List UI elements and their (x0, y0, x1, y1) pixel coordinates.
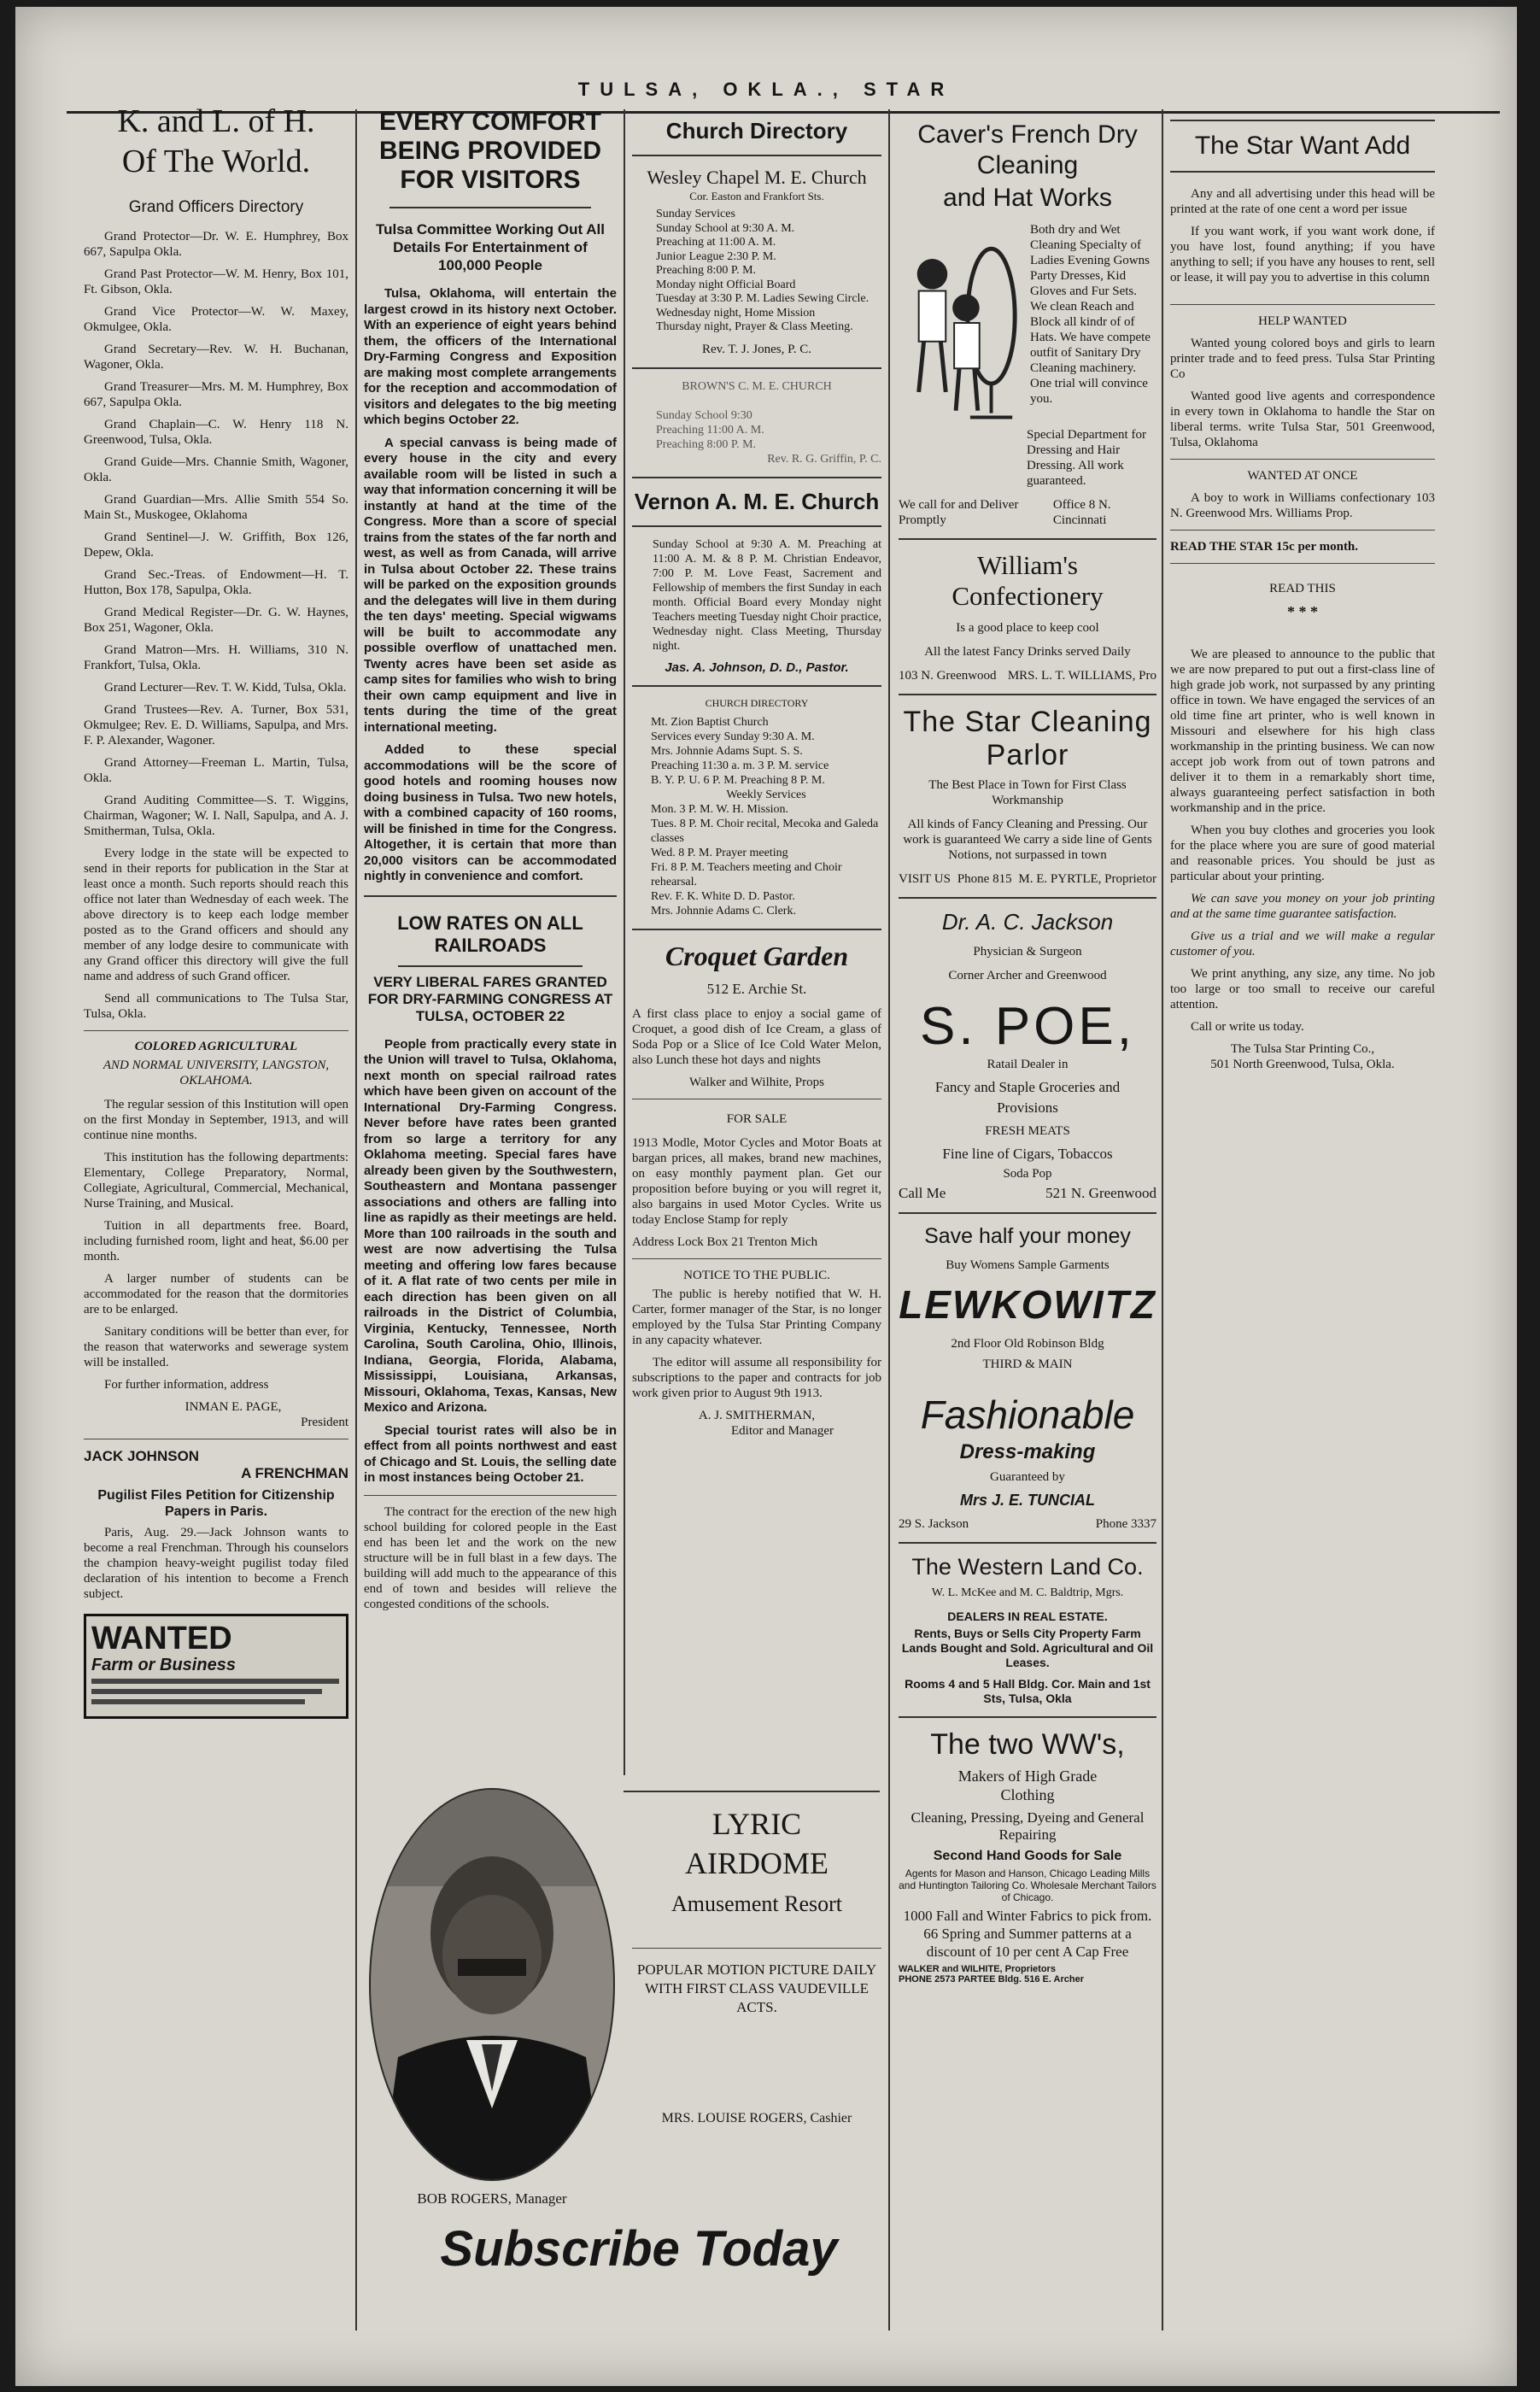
zion-schedule (632, 715, 881, 918)
university-paragraph: The regular session of this Institution will open on the first Monday in September, 1913, and will continue nine months. (84, 1098, 348, 1142)
wesley-schedule (632, 208, 881, 335)
list-item: Grand Trustees—Rev. A. Turner, Box 531, Okmulgee; Rev. E. D. Williams, Sapulpa, and Mrs. F. P. Alexander, Wagoner. (84, 703, 348, 748)
university-paragraph: Sanitary conditions will be better than ever, for the reason that waterworks and sewerage system will be installed. (84, 1325, 348, 1369)
fashionable-phone: Phone 3337 (1095, 1517, 1156, 1531)
two-ww-line-4: Agents for Mason and Hanson, Chicago Leading Mills and Huntington Tailoring Co. Wholesale Merchant Tailors of Chicago. (899, 1867, 1156, 1903)
wesley-heading: Wesley Chapel M. E. Church (647, 167, 867, 188)
church-directory-heading: Church Directory (665, 118, 848, 144)
list-item: Sunday School at 9:30 A. M. (656, 221, 795, 235)
visitors-subhead: Tulsa Committee Working Out All Details For Entertainment of 100,000 People (376, 221, 605, 273)
column-rule (888, 109, 890, 2330)
university-heading: COLORED AGRICULTURAL (134, 1040, 298, 1053)
wanted-once-heading: WANTED AT ONCE (1247, 469, 1358, 483)
list-item: Mon. 3 P. M. W. H. Mission. (651, 802, 789, 816)
ad-fine-print-graphic (91, 1675, 339, 1711)
column-churches (632, 118, 881, 1439)
want-add-body-2: If you want work, if you want work done, if you have lost, found anything; if you have anything to sell; if you have any houses to rent, sell or lease, it will pay you to advertise in this column (1170, 225, 1435, 284)
list-item: Grand Past Protector—W. M. Henry, Box 101, Ft. Gibson, Okla. (84, 267, 348, 296)
two-ww-line-5: 1000 Fall and Winter Fabrics to pick from. 66 Spring and Summer patterns at a discount of 10 per cent A Cap Free (903, 1908, 1152, 1960)
read-this-paragraph: We are pleased to announce to the public that we are now prepared to put out a first-class line of high grade job work, not surpassed by any printing office in town. We have engaged the services of an old time fine art printer, who is well known in Missouri and elsewhere for his high class workmanship in the printing business. We can now accept job work from out of town patrons and deliver it to them in a remarkably short time, always guaranteeing perfect satisfaction in both workmanship and in the price. (1170, 648, 1435, 815)
list-item: Wed. 8 P. M. Prayer meeting (651, 846, 788, 859)
star-cleaning-heading: The Star Cleaning Parlor (903, 706, 1152, 771)
poe-line-2: Fancy and Staple Groceries and Provisions (934, 1079, 1121, 1116)
wanted-ad-title: WANTED (91, 1621, 232, 1656)
list-item: Wednesday night, Home Mission (656, 306, 816, 320)
caver-illustration (899, 222, 1025, 427)
newspaper-page (15, 7, 1517, 2386)
lyric-cashier: MRS. LOUISE ROGERS, Cashier (661, 2111, 852, 2125)
visitors-paragraph: Added to these special accommodations will be the score of good hotels and rooming houses now doing business in Tulsa. Two new hotels, with a combined capacity of 160 rooms, will be finished in time for the Congress. Altogether, it is certain that more than 20,000 visitors can be accommodated nightly in convenience and comfort. (364, 742, 617, 883)
star-cleaning-visit: VISIT US (899, 872, 951, 886)
read-star-subscription: READ THE STAR 15c per month. (1170, 540, 1359, 554)
school-paragraph: The contract for the erection of the new high school building for colored people in the East end has been let and the work on the new structure will be in full blast in a few days. The building will add much to the appearance of this end of town and besides will relieve the congested conditions of the schools. (364, 1504, 617, 1611)
list-item: Preaching 11:00 A. M. (656, 423, 764, 437)
lodge-notice: Every lodge in the state will be expected to send in their reports for publication in the Star at least once a month. Such reports should reach this office not later than Wednesday of each week. The above directory is to keep each lodge member posted as to the Grand officers and should any member of any lodge desire to communicate with any Grand officer this directory will give the full name and address of such Grand officer. (84, 847, 348, 983)
sale-address: Address Lock Box 21 Trenton Mich (632, 1234, 818, 1249)
johnson-subheading: Pugilist Files Petition for Citizenship Papers in Paris. (97, 1488, 335, 1519)
list-item: Grand Sec.-Treas. of Endowment—H. T. Hutton, Box 178, Sapulpa, Okla. (84, 568, 348, 597)
notice-signature-title: Editor and Manager (731, 1423, 834, 1438)
want-add-heading: The Star Want Add (1194, 132, 1411, 160)
poe-line-1: Ratail Dealer in (987, 1058, 1069, 1071)
list-item: Grand Sentinel—J. W. Griffith, Box 126, Depew, Okla. (84, 531, 348, 560)
masthead-title: TULSA, OKLA., STAR (577, 79, 955, 100)
list-item: Mrs. Johnnie Adams Supt. S. S. (651, 744, 803, 758)
johnson-heading: JACK JOHNSON (84, 1448, 200, 1464)
list-item: Mt. Zion Baptist Church (651, 715, 769, 729)
poe-line-5: Soda Pop (1003, 1167, 1052, 1181)
western-land-dealers: DEALERS IN REAL ESTATE. (947, 1609, 1108, 1623)
johnson-body: Paris, Aug. 29.—Jack Johnson wants to become a real Frenchman. Through his counselors the champion heavy-weight pugilist today filed declaration of his intention to become a French subject. (84, 1526, 348, 1601)
subscribe-banner (374, 2219, 904, 2279)
list-item: Rev. F. K. White D. D. Pastor. (651, 889, 795, 903)
western-land-names: W. L. McKee and M. C. Baldtrip, Mgrs. (931, 1586, 1124, 1599)
list-item: Sunday Services (656, 208, 735, 220)
read-this-stars: * * * (1287, 603, 1318, 620)
caver-body-2: Special Department for Dressing and Hair Dressing. All work guaranteed. (1027, 428, 1146, 488)
list-item: Junior League 2:30 P. M. (656, 249, 776, 263)
zion-label: CHURCH DIRECTORY (705, 696, 809, 709)
two-ww-heading: The two WW's, (930, 1728, 1125, 1761)
visitors-paragraph: A special canvass is being made of every house in the city and every available room will be listed in such a way that information concerning it will be instantly at hand at the time of the Congress. More than a score of special trains from the states of the far north and west, as well as from Canada, will arrive in Tulsa about October 22. These trains will be parked on the exposition grounds and the delegates will live in them during the ten days' meeting. Special wigwams will be built to accommodate any possible overflow of unattached men. Twenty acres have been set aside as camp sites for families who wish to bring their own camp equipment and live in tents during the time of the great international meeting. (364, 435, 617, 735)
poe-call: Call Me (899, 1185, 946, 1201)
list-item: Rev. R. G. Griffin, P. C. (767, 452, 881, 466)
jackson-address: Corner Archer and Greenwood (948, 969, 1107, 982)
notice-signature: A. J. SMITHERMAN, (698, 1408, 816, 1422)
lodge-heading-2: Of The World. (121, 144, 311, 179)
list-item: Monday night Official Board (656, 278, 796, 291)
cme-schedule (632, 408, 881, 466)
list-item: Grand Guardian—Mrs. Allie Smith 554 So. Main St., Muskogee, Oklahoma (84, 493, 348, 522)
column-visitors (364, 108, 617, 1619)
university-paragraph: A larger number of students can be accommodated for the reason that the dormitories are to be enlarged. (84, 1272, 348, 1316)
list-item: Grand Attorney—Freeman L. Martin, Tulsa, Okla. (84, 756, 348, 785)
lodge-notice-2: Send all communications to The Tulsa Star, Tulsa, Okla. (84, 992, 348, 1021)
visitors-paragraph: Tulsa, Oklahoma, will entertain the largest crowd in its history next October. With an experience of eight years behind them, the officers of the International Dry-Farming Congress and Exposition are making most complete arrangements for the reception and accommodation of visitors and delegates to the big meeting which begins October 22. (364, 286, 617, 427)
list-item: Sunday School 9:30 (656, 408, 752, 422)
vernon-schedule: Sunday School at 9:30 A. M. Preaching at 11:00 A. M. & 8 P. M. Christian Endeavor, 7:00 P. M. Love Feast, Sacrement and Fellowship of members the first Sunday in each month. Official Board every Monday night Teachers meeting Tuesday night Choir practice, Wednesday night. Class Meeting, Thursday night. (653, 537, 881, 653)
portrait-block (364, 1784, 620, 2211)
caver-body: Both dry and Wet Cleaning Specialty of Ladies Evening Gowns Party Dresses, Kid Gloves and Fur Sets. We clean Reach and Block all kindr of of Hats. We have compete outfit of Sanitary Dry Cleaning machinery. One trial will convince you. (1030, 223, 1151, 406)
star-cleaning-line-2: All kinds of Fancy Cleaning and Pressing. Our work is guaranteed We carry a side line of Gents Notions, not surpassed in town (903, 818, 1152, 862)
railroad-paragraph: Special tourist rates will also be in effect from all points northwest and east of Chicago and St. Louis, the selling date in most instances being October 21. (364, 1422, 617, 1485)
university-subheading: AND NORMAL UNIVERSITY, LANGSTON, OKLAHOMA. (102, 1058, 330, 1088)
column-lodge (84, 103, 348, 1719)
wesley-address: Cor. Easton and Frankfort Sts. (689, 190, 824, 202)
column-ads (899, 120, 1156, 1985)
western-land-rooms: Rooms 4 and 5 Hall Bldg. Cor. Main and 1st Sts, Tulsa, Okla (905, 1677, 1151, 1705)
poe-line-3: FRESH MEATS (985, 1124, 1070, 1138)
jackson-title: Physician & Surgeon (973, 945, 1082, 959)
wanted-ad-subtitle: Farm or Business (91, 1656, 236, 1674)
notice-heading: NOTICE TO THE PUBLIC. (683, 1268, 830, 1282)
portrait-photo (364, 1784, 620, 2185)
poe-line-4: Fine line of Cigars, Tobaccos (942, 1146, 1113, 1162)
fashionable-name: Mrs J. E. TUNCIAL (959, 1492, 1096, 1509)
list-item: Grand Vice Protector—W. W. Maxey, Okmulgee, Okla. (84, 305, 348, 334)
list-item: Thursday night, Prayer & Class Meeting. (656, 320, 853, 333)
vernon-heading: Vernon A. M. E. Church (634, 488, 880, 514)
list-item: Tuesday at 3:30 P. M. Ladies Sewing Circle. (656, 292, 870, 305)
sale-heading: FOR SALE (726, 1111, 788, 1126)
star-cleaning-phone: Phone 815 (957, 872, 1012, 886)
list-item: Grand Treasurer—Mrs. M. M. Humphrey, Box 667, Sapulpa Okla. (84, 380, 348, 409)
poe-address: 521 N. Greenwood (1045, 1185, 1156, 1201)
visitors-headline-3: FOR VISITORS (400, 166, 581, 194)
list-item: Grand Chaplain—C. W. Henry 118 N. Greenwood, Tulsa, Okla. (84, 418, 348, 447)
portrait-caption: BOB ROGERS, Manager (417, 2190, 567, 2207)
caver-heading-2: and Hat Works (943, 184, 1112, 212)
directory-title: Grand Officers Directory (128, 198, 304, 216)
notice-body-2: The editor will assume all responsibility for subscriptions to the paper and contracts for job work given prior to August 9th 1913. (632, 1355, 881, 1400)
williams-proprietor: MRS. L. T. WILLIAMS, Pro (1007, 669, 1156, 683)
williams-line-1: Is a good place to keep cool (956, 621, 1099, 635)
lyric-description: POPULAR MOTION PICTURE DAILY WITH FIRST CLASS VAUDEVILLE ACTS. (636, 1961, 877, 2015)
cme-heading: BROWN'S C. M. E. CHURCH (682, 379, 832, 393)
williams-line-2: All the latest Fancy Drinks served Daily (924, 645, 1131, 659)
list-item: Grand Secretary—Rev. W. H. Buchanan, Wagoner, Okla. (84, 343, 348, 372)
star-cleaning-proprietor: M. E. PYRTLE, Proprietor (1018, 872, 1156, 886)
list-item: Mrs. Johnnie Adams C. Clerk. (651, 904, 796, 918)
list-item: Tues. 8 P. M. Choir recital, Mecoka and Galeda classes (651, 817, 879, 845)
two-ww-proprietors: WALKER and WILHITE, Proprietors (899, 1964, 1056, 1974)
caver-office: Office 8 N. Cincinnati (1052, 498, 1111, 527)
lyric-subtitle: Amusement Resort (670, 1891, 843, 1916)
two-ww-line-2: Cleaning, Pressing, Dyeing and General Repairing (911, 1809, 1145, 1843)
list-item: Grand Medical Register—Dr. G. W. Haynes, Box 251, Wagoner, Okla. (84, 606, 348, 635)
vernon-pastor: Jas. A. Johnson, D. D., Pastor. (665, 660, 849, 675)
fashionable-subheading: Dress-making (959, 1440, 1096, 1463)
university-paragraph: This institution has the following departments: Elementary, College Preparatory, Normal, Collegiate, Agricultural, Commercial, Mechanical, Nurse Training, and Musical. (84, 1151, 348, 1211)
list-item: Grand Guide—Mrs. Channie Smith, Wagoner, Okla. (84, 455, 348, 484)
wesley-pastor: Rev. T. J. Jones, P. C. (701, 342, 812, 356)
johnson-heading-2: A FRENCHMAN (241, 1465, 348, 1481)
university-signature: INMAN E. PAGE, (184, 1400, 282, 1414)
lewkowitz-subline: Buy Womens Sample Garments (946, 1258, 1110, 1272)
visitors-headline-2: BEING PROVIDED (378, 137, 602, 165)
two-ww-phone: PHONE 2573 PARTEE Bldg. 516 E. Archer (899, 1974, 1085, 1985)
list-item: Grand Matron—Mrs. H. Williams, 310 N. Frankfort, Tulsa, Okla. (84, 643, 348, 672)
read-this-signature-address: 501 North Greenwood, Tulsa, Okla. (1210, 1058, 1395, 1071)
list-item: Services every Sunday 9:30 A. M. (651, 730, 815, 743)
help-wanted-body: Wanted young colored boys and girls to learn printer trade and to feed press. Tulsa Star Printing Co (1170, 337, 1435, 381)
officer-list (84, 229, 348, 1022)
column-rule (355, 109, 357, 2330)
university-signature-title: President (301, 1416, 348, 1429)
caver-delivery: We call for and Deliver Promptly (899, 498, 1019, 527)
list-item: Preaching 8:00 P. M. (656, 264, 757, 277)
croquet-body: A first class place to enjoy a social game of Croquet, a good dish of Ice Cream, a glass of Soda Pop or a Slice of Ice Cold Water Melon, also Lunch these hot days and nights (632, 1006, 881, 1067)
notice-body: The public is hereby notified that W. H. Carter, former manager of the Star, is no longer employed by the Tulsa Star Printing Company in any capacity whatever. (632, 1287, 881, 1347)
railroad-headline: LOW RATES ON ALL RAILROADS (397, 912, 583, 956)
university-paragraph: Tuition in all departments free. Board, including furnished room, light and heat, $6.00 per month. (84, 1219, 348, 1263)
two-ww-line-3: Second Hand Goods for Sale (933, 1849, 1122, 1863)
list-item: Preaching at 11:00 A. M. (656, 236, 776, 249)
fashionable-address: 29 S. Jackson (899, 1517, 969, 1531)
list-item: Grand Protector—Dr. W. E. Humphrey, Box 667, Sapulpa Okla. (84, 230, 348, 259)
wanted-farm-ad (84, 1614, 348, 1719)
lyric-title-2: AIRDOME (685, 1846, 829, 1880)
list-item: Grand Lecturer—Rev. T. W. Kidd, Tulsa, Okla. (104, 681, 347, 695)
sale-body: 1913 Modle, Motor Cycles and Motor Boats at bargan prices, all makes, brand new machines, on easy monthly payment plan. Get our proposition before buying or you will regret it, also bargains in used Motor Cycles. Write us today Enclose Stamp for reply (632, 1135, 881, 1227)
lyric-title: LYRIC (711, 1807, 802, 1841)
lodge-heading: K. and L. of H. (117, 103, 315, 139)
railroad-paragraph: People from practically every state in the Union will travel to Tulsa, Oklahoma, next month on special railroad rates which have been given on account of the International Dry-Farming Congress. Never before have rates been granted from so large a territory for any Oklahoma meeting. Special fares have already been given by the Southwestern, Southeastern and Montana passenger associations and others are falling into line as rapidly as their meetings are held. More than 100 railroads in the south and west are now advertising the Tulsa meeting and offering low fares because of it. A flat rate of two cents per mile in each direction has been given on all railroads in the District of Columbia, Virginia, Kentucky, Tennessee, North Carolina, South Carolina, Ohio, Illinois, Indiana, Georgia, Florida, Alabama, Mississippi, Louisiana, Arkansas, Missouri, Oklahoma, Texas, Kansas, New Mexico and Arizona. (364, 1036, 617, 1415)
croquet-heading: Croquet Garden (665, 940, 849, 971)
read-this-paragraph: When you buy clothes and groceries you look for the place where you are sure of good material and reasonable prices. You should be just as particular about your printing. (1170, 824, 1435, 883)
read-this-paragraph: Call or write us today. (1191, 1020, 1304, 1034)
column-want-ads (1170, 120, 1435, 1079)
want-add-body: Any and all advertising under this head will be printed at the rate of one cent a word per issue (1170, 187, 1435, 216)
lyric-ad (632, 1801, 881, 2126)
jackson-heading: Dr. A. C. Jackson (941, 909, 1114, 935)
fashionable-heading: Fashionable (920, 1392, 1135, 1437)
read-this-signature: The Tulsa Star Printing Co., (1230, 1042, 1375, 1056)
list-item: Preaching 8:00 P. M. (656, 437, 757, 451)
list-item: Grand Auditing Committee—S. T. Wiggins, Chairman, Wagoner; W. I. Nall, Sapulpa, and A. J. Smitherman, Tulsa, Okla. (84, 794, 348, 838)
column-rule (1162, 109, 1163, 2330)
fashionable-guarantee: Guaranteed by (990, 1470, 1065, 1484)
visitors-headline: EVERY COMFORT (378, 108, 602, 136)
western-land-heading: The Western Land Co. (911, 1554, 1144, 1580)
lewkowitz-headline: Save half your money (924, 1224, 1131, 1248)
star-cleaning-line-1: The Best Place in Town for First Class Workmanship (928, 778, 1127, 807)
read-this-paragraph: We print anything, any size, any time. No job too large or too small to receive our careful attention. (1170, 967, 1435, 1011)
croquet-address: 512 E. Archie St. (706, 980, 807, 997)
university-paragraph: For further information, address (104, 1378, 269, 1392)
masthead (15, 7, 1517, 109)
croquet-props: Walker and Wilhite, Props (689, 1075, 824, 1089)
western-land-body: Rents, Buys or Sells City Property Farm Lands Bought and Sold. Agricultural and Oil Leases. (901, 1627, 1154, 1669)
two-ww-line-1: Makers of High Grade Clothing (957, 1768, 1098, 1803)
read-this-paragraph: Give us a trial and we will make a regular customer of you. (1170, 929, 1435, 959)
williams-address: 103 N. Greenwood (899, 669, 997, 683)
list-item: Preaching 11:30 a. m. 3 P. M. service (651, 759, 829, 772)
help-wanted-heading: HELP WANTED (1258, 314, 1347, 328)
list-item: Fri. 8 P. M. Teachers meeting and Choir rehearsal. (651, 860, 842, 888)
lewkowitz-address-2: THIRD & MAIN (982, 1357, 1073, 1371)
wanted-once-body: A boy to work in Williams confectionary 103 N. Greenwood Mrs. Williams Prop. (1170, 491, 1435, 520)
list-item: B. Y. P. U. 6 P. M. Preaching 8 P. M. (651, 773, 825, 787)
williams-heading: William's Confectionery (952, 550, 1104, 611)
caver-heading: Caver's French Dry Cleaning (917, 120, 1138, 179)
column-rule (624, 109, 625, 1775)
subscribe-text: Subscribe Today (440, 2221, 838, 2277)
help-wanted-body-2: Wanted good live agents and correspondence in every town in Oklahoma to handle the Star on liberal terms. write Tulsa Star, 501 Greenwood, Tulsa, Oklahoma (1170, 390, 1435, 449)
poe-heading: S. POE, (920, 997, 1135, 1056)
read-this-heading: READ THIS (1269, 582, 1336, 595)
railroad-subhead: VERY LIBERAL FARES GRANTED FOR DRY-FARMING CONGRESS AT TULSA, OCTOBER 22 (367, 973, 613, 1024)
lewkowitz-name: LEWKOWITZ (899, 1282, 1156, 1327)
read-this-paragraph: We can save you money on your job printing and at the same time guarantee satisfaction. (1170, 892, 1435, 921)
list-item: Weekly Services (726, 788, 806, 801)
lewkowitz-address: 2nd Floor Old Robinson Bldg (951, 1337, 1104, 1351)
